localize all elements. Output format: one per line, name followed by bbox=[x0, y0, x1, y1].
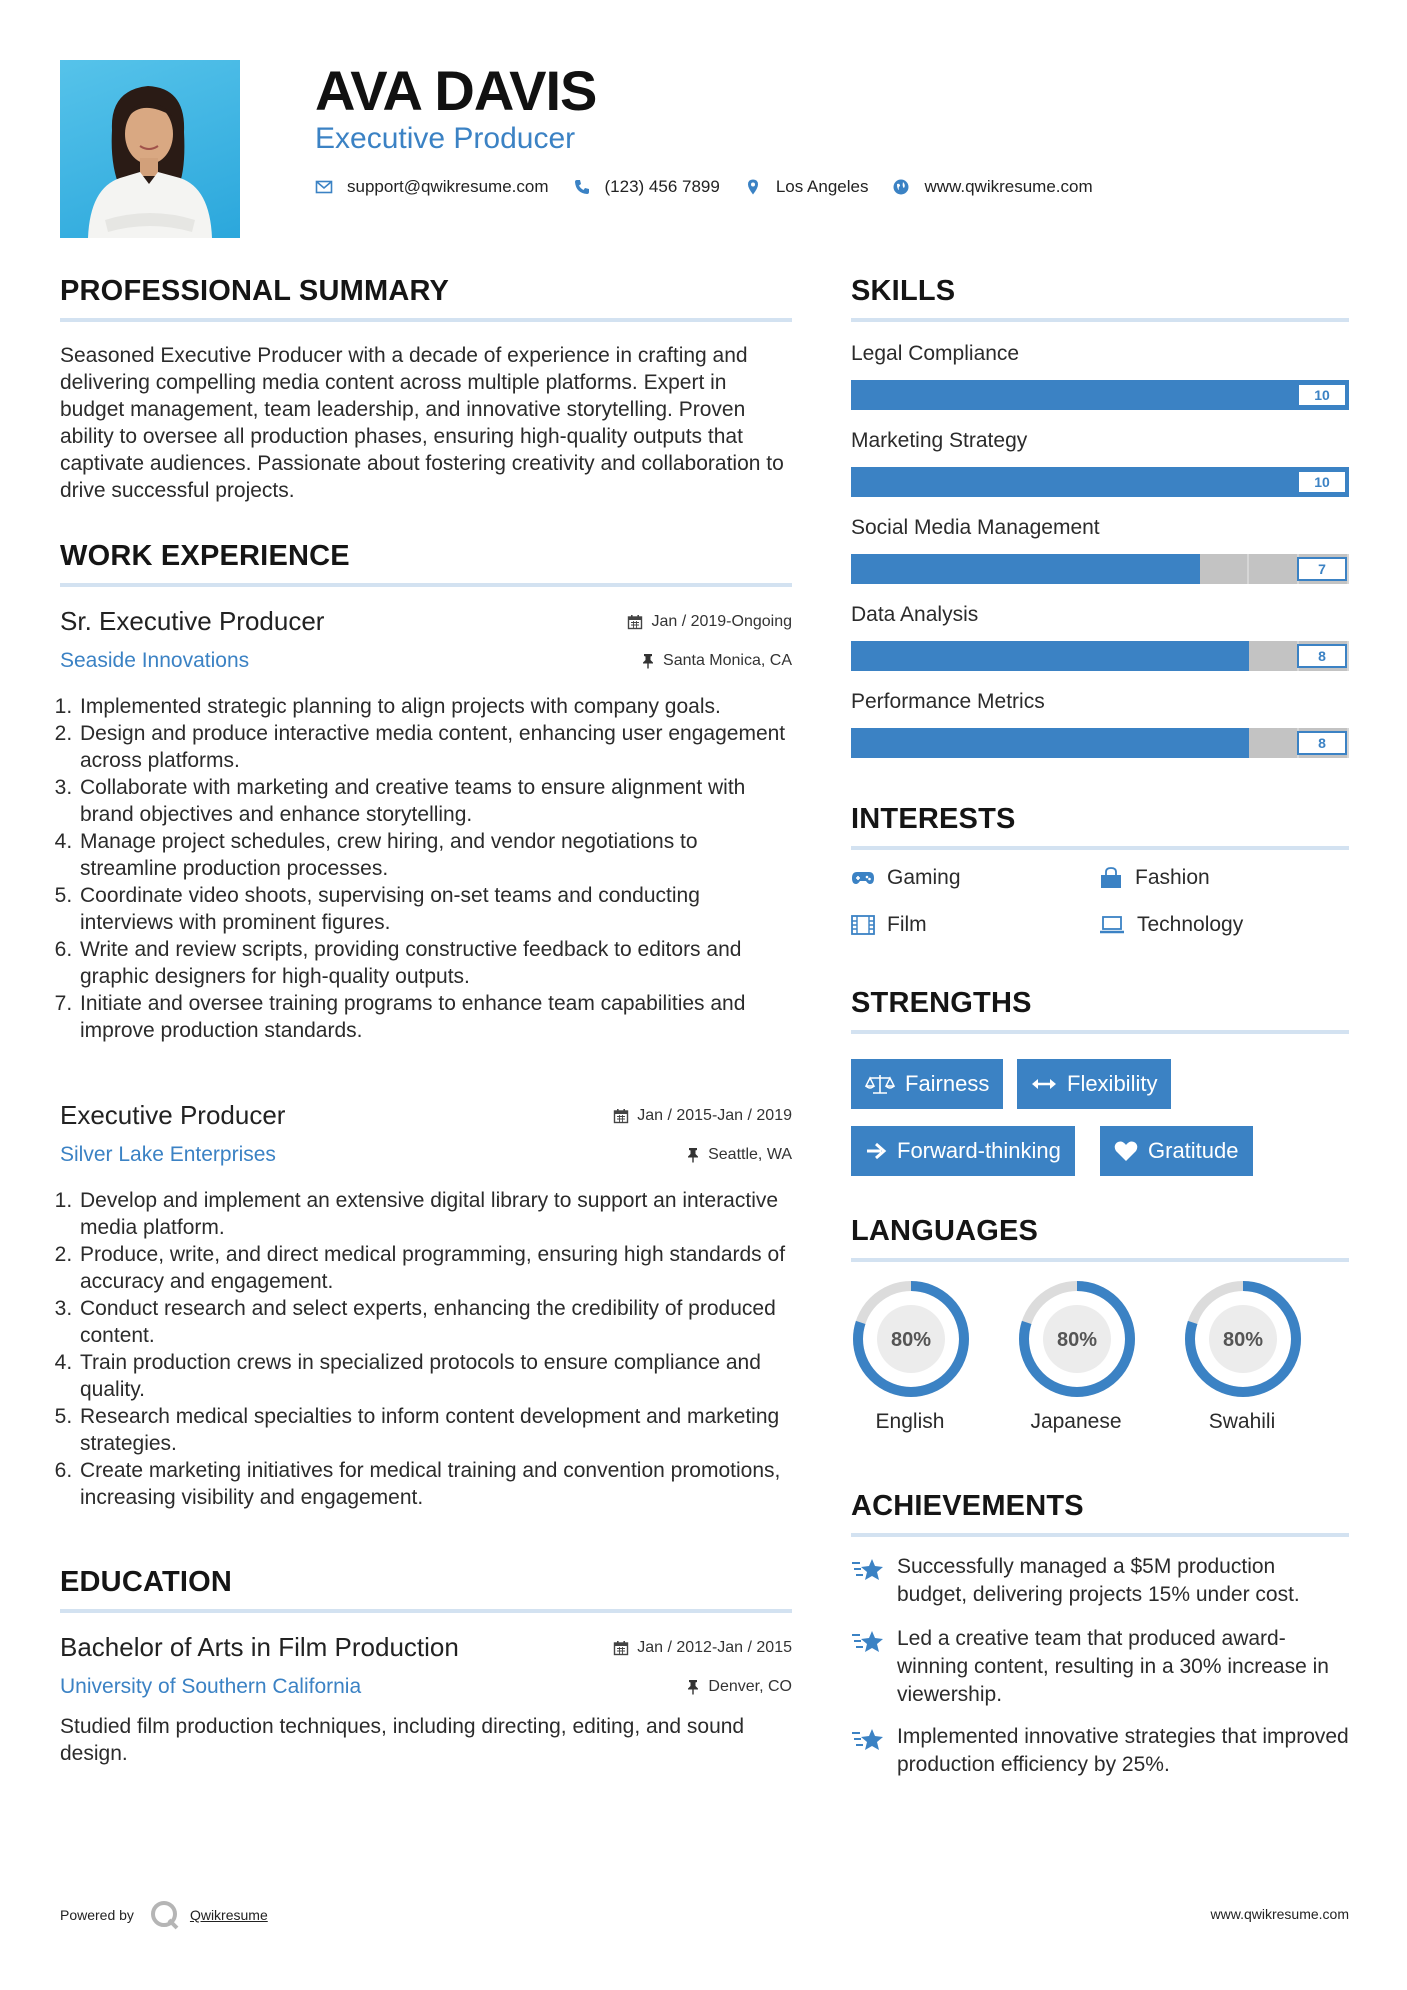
skill-bar-segment bbox=[1249, 641, 1299, 671]
section-education bbox=[60, 1566, 792, 1613]
skill-level-badge: 7 bbox=[1297, 557, 1347, 581]
strength-label: Fairness bbox=[905, 1071, 990, 1096]
job-location bbox=[686, 1146, 792, 1164]
interest-label: Technology bbox=[1137, 913, 1244, 936]
school-name: University of Southern California bbox=[60, 1675, 362, 1698]
candidate-name: AVA DAVIS bbox=[315, 59, 597, 122]
gamepad-icon bbox=[851, 869, 875, 887]
section-divider bbox=[851, 1533, 1349, 1537]
strength-chip-gratitude bbox=[1100, 1126, 1253, 1176]
education-dates-text: Jan / 2012-Jan / 2015 bbox=[637, 1639, 792, 1656]
map-pin-icon bbox=[744, 178, 762, 196]
calendar-icon bbox=[613, 1108, 629, 1124]
envelope-icon bbox=[315, 178, 333, 196]
language-percent: 80% bbox=[1056, 1329, 1098, 1351]
list-item: 1. Develop and implement an extensive digital library to support an interactive media platform. bbox=[78, 1187, 792, 1241]
shopping-bag-icon bbox=[1099, 867, 1123, 889]
language-item bbox=[850, 1278, 970, 1434]
language-ring bbox=[1016, 1278, 1138, 1400]
company-name: Silver Lake Enterprises bbox=[60, 1143, 276, 1166]
skill-name: Marketing Strategy bbox=[851, 429, 1028, 452]
job-bullets bbox=[60, 1187, 792, 1511]
section-divider bbox=[60, 583, 792, 587]
globe-icon bbox=[892, 178, 910, 196]
arrow-right-icon bbox=[865, 1141, 887, 1161]
skill-item bbox=[851, 429, 1349, 497]
section-title: ACHIEVEMENTS bbox=[851, 1490, 1084, 1522]
strength-label: Forward-thinking bbox=[897, 1138, 1061, 1163]
education-entry bbox=[60, 1632, 792, 1767]
calendar-icon bbox=[613, 1640, 629, 1656]
strength-label: Gratitude bbox=[1148, 1138, 1239, 1163]
job-dates-text: Jan / 2015-Jan / 2019 bbox=[637, 1107, 792, 1124]
skill-item bbox=[851, 516, 1349, 584]
contact-website[interactable]: www.qwikresume.com bbox=[924, 177, 1093, 196]
profile-photo bbox=[60, 60, 240, 238]
achievement-text: Implemented innovative strategies that improved production efficiency by 25%. bbox=[897, 1725, 1349, 1776]
skill-bar bbox=[851, 728, 1349, 758]
contact-email[interactable]: support@qwikresume.com bbox=[347, 177, 549, 196]
job-title: Executive Producer bbox=[60, 1100, 286, 1130]
education-location bbox=[686, 1678, 792, 1696]
achievement-item bbox=[851, 1723, 1349, 1779]
skill-level-badge: 8 bbox=[1297, 731, 1347, 755]
job-entry bbox=[60, 606, 792, 1044]
pushpin-icon bbox=[641, 653, 655, 669]
strength-chip-forward-thinking bbox=[851, 1126, 1075, 1176]
contact-phone[interactable]: (123) 456 7899 bbox=[604, 177, 720, 196]
job-title: Sr. Executive Producer bbox=[60, 606, 325, 636]
section-professional-summary bbox=[60, 275, 792, 322]
profile-photo-illustration bbox=[60, 60, 240, 238]
phone-icon bbox=[573, 178, 591, 196]
company-name: Seaside Innovations bbox=[60, 649, 250, 672]
language-ring bbox=[850, 1278, 972, 1400]
list-item: 5. Coordinate video shoots, supervising on-set teams and conducting interviews with prominent figures. bbox=[78, 882, 792, 936]
section-divider bbox=[851, 846, 1349, 850]
section-title: SKILLS bbox=[851, 275, 956, 307]
interest-label: Fashion bbox=[1135, 866, 1210, 889]
interest-label: Gaming bbox=[887, 866, 961, 889]
shooting-star-icon bbox=[851, 1725, 885, 1755]
section-divider bbox=[851, 318, 1349, 322]
section-divider bbox=[851, 1030, 1349, 1034]
interest-film bbox=[851, 913, 927, 937]
job-dates bbox=[613, 1107, 792, 1125]
interest-label: Film bbox=[887, 913, 927, 936]
achievement-text: Led a creative team that produced award-winning content, resulting in a 30% increase in viewership. bbox=[897, 1627, 1329, 1706]
skill-level-badge: 8 bbox=[1297, 644, 1347, 668]
skill-bar-segment bbox=[1200, 554, 1250, 584]
pushpin-icon bbox=[686, 1679, 700, 1695]
skill-bar-segment bbox=[1249, 728, 1299, 758]
list-item: 6. Create marketing initiatives for medical training and convention promotions, increasing visibility and engagement. bbox=[78, 1457, 792, 1511]
achievement-item bbox=[851, 1625, 1349, 1709]
shooting-star-icon bbox=[851, 1555, 885, 1585]
powered-by-text: Powered by bbox=[60, 1907, 134, 1923]
list-item: 1. Implemented strategic planning to align projects with company goals. bbox=[78, 693, 792, 720]
strength-chip-fairness bbox=[851, 1059, 1003, 1109]
skill-bar-segment bbox=[1249, 554, 1299, 584]
interest-fashion bbox=[1099, 866, 1210, 890]
list-item: 2. Produce, write, and direct medical programming, ensuring high standards of accuracy and engagement. bbox=[78, 1241, 792, 1295]
skill-item bbox=[851, 342, 1349, 410]
skill-name: Performance Metrics bbox=[851, 690, 1045, 713]
job-location-text: Seattle, WA bbox=[708, 1146, 792, 1163]
section-interests bbox=[851, 803, 1349, 850]
strength-label: Flexibility bbox=[1067, 1071, 1158, 1096]
education-location-text: Denver, CO bbox=[708, 1678, 792, 1695]
skill-bar-fill bbox=[851, 380, 1349, 410]
language-percent: 80% bbox=[1222, 1329, 1264, 1351]
skill-bar-fill bbox=[851, 467, 1349, 497]
section-strengths bbox=[851, 987, 1349, 1034]
job-entry bbox=[60, 1100, 792, 1511]
achievement-item bbox=[851, 1553, 1349, 1609]
job-dates bbox=[627, 613, 792, 631]
section-title: PROFESSIONAL SUMMARY bbox=[60, 275, 450, 307]
skill-bar-fill bbox=[851, 554, 1200, 584]
list-item: 4. Manage project schedules, crew hiring, and vendor negotiations to streamline production processes. bbox=[78, 828, 792, 882]
section-work-experience bbox=[60, 540, 792, 587]
strength-chip-flexibility bbox=[1017, 1059, 1171, 1109]
skill-item bbox=[851, 690, 1349, 758]
list-item: 5. Research medical specialties to inform content development and marketing strategies. bbox=[78, 1403, 792, 1457]
section-title: EDUCATION bbox=[60, 1566, 233, 1598]
skill-bar bbox=[851, 554, 1349, 584]
skill-level-badge: 10 bbox=[1297, 383, 1347, 407]
list-item: 6. Write and review scripts, providing constructive feedback to editors and graphic designers for high-quality outputs. bbox=[78, 936, 792, 990]
section-title: STRENGTHS bbox=[851, 987, 1032, 1019]
list-item: 3. Conduct research and select experts, enhancing the credibility of produced content. bbox=[78, 1295, 792, 1349]
education-dates bbox=[613, 1639, 792, 1657]
arrows-horizontal-icon bbox=[1031, 1076, 1057, 1092]
footer-url[interactable]: www.qwikresume.com bbox=[1210, 1906, 1349, 1922]
section-divider bbox=[851, 1258, 1349, 1262]
calendar-icon bbox=[627, 614, 643, 630]
contact-location: Los Angeles bbox=[775, 177, 869, 196]
interest-gaming bbox=[851, 866, 961, 890]
language-percent: 80% bbox=[890, 1329, 932, 1351]
language-item bbox=[1016, 1278, 1136, 1434]
contact-bar bbox=[315, 177, 1117, 197]
degree-title: Bachelor of Arts in Film Production bbox=[60, 1632, 459, 1662]
skill-bar-fill bbox=[851, 641, 1249, 671]
section-skills bbox=[851, 275, 1349, 322]
skill-bar bbox=[851, 467, 1349, 497]
pushpin-icon bbox=[686, 1147, 700, 1163]
section-divider bbox=[60, 318, 792, 322]
interest-technology bbox=[1099, 913, 1243, 937]
job-location-text: Santa Monica, CA bbox=[663, 652, 792, 669]
skill-name: Social Media Management bbox=[851, 516, 1100, 539]
list-item: 7. Initiate and oversee training programs to enhance team capabilities and improve production standards. bbox=[78, 990, 792, 1044]
list-item: 3. Collaborate with marketing and creative teams to ensure alignment with brand objectives and enhance storytelling. bbox=[78, 774, 792, 828]
summary-text: Seasoned Executive Producer with a decade of experience in crafting and delivering compelling media content across multiple platforms. Expert in budget management, team leadership, and innovative storytelling. Proven ability to oversee all production phases, ensuring high-quality outputs that captivate audiences. Passionate about fostering creativity and collaboration to drive successful projects. bbox=[60, 344, 784, 502]
skill-bar-fill bbox=[851, 728, 1249, 758]
achievement-text: Successfully managed a $5M production budget, delivering projects 15% under cost. bbox=[897, 1555, 1300, 1606]
job-bullets bbox=[60, 693, 792, 1044]
section-languages bbox=[851, 1215, 1349, 1262]
skill-item bbox=[851, 603, 1349, 671]
skill-name: Data Analysis bbox=[851, 603, 979, 626]
section-title: INTERESTS bbox=[851, 803, 1016, 835]
skill-bar bbox=[851, 641, 1349, 671]
language-name: Swahili bbox=[1208, 1410, 1276, 1433]
language-item bbox=[1182, 1278, 1302, 1434]
job-dates-text: Jan / 2019-Ongoing bbox=[651, 613, 792, 630]
candidate-title: Executive Producer bbox=[315, 122, 576, 155]
skill-level-badge: 10 bbox=[1297, 470, 1347, 494]
language-name: English bbox=[875, 1410, 945, 1433]
balance-scale-icon bbox=[865, 1073, 895, 1095]
list-item: 2. Design and produce interactive media content, enhancing user engagement across platforms. bbox=[78, 720, 792, 774]
language-name: Japanese bbox=[1030, 1410, 1122, 1433]
language-ring bbox=[1182, 1278, 1304, 1400]
brand-link[interactable]: Qwikresume bbox=[189, 1907, 268, 1923]
job-location bbox=[641, 652, 792, 670]
skill-name: Legal Compliance bbox=[851, 342, 1020, 365]
skill-bar bbox=[851, 380, 1349, 410]
laptop-icon bbox=[1099, 915, 1125, 935]
education-description: Studied film production techniques, including directing, editing, and sound design. bbox=[60, 1715, 745, 1765]
section-title: LANGUAGES bbox=[851, 1215, 1039, 1247]
film-icon bbox=[851, 915, 875, 935]
section-achievements bbox=[851, 1490, 1349, 1537]
footer-powered-by bbox=[60, 1898, 268, 1932]
section-divider bbox=[60, 1609, 792, 1613]
section-title: WORK EXPERIENCE bbox=[60, 540, 350, 572]
qwikresume-logo-icon bbox=[148, 1898, 182, 1932]
heart-icon bbox=[1114, 1140, 1138, 1162]
list-item: 4. Train production crews in specialized protocols to ensure compliance and quality. bbox=[78, 1349, 792, 1403]
shooting-star-icon bbox=[851, 1627, 885, 1657]
